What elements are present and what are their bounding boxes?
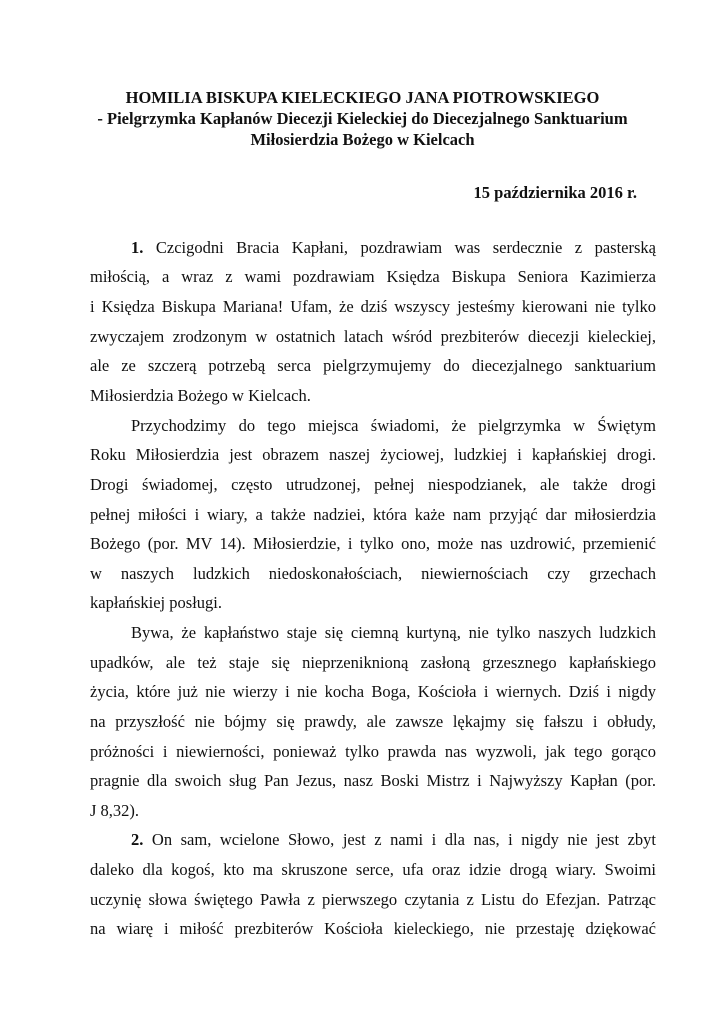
paragraph-line: życia, które już nie wierzy i nie kocha Boga, Kościoła i wiernych. Dziś i nigdy bbox=[90, 682, 656, 701]
homily-title: HOMILIA BISKUPA KIELECKIEGO JANA PIOTROWSKIEGO bbox=[125, 88, 600, 107]
paragraph-line: uczynię słowa świętego Pawła z pierwszego czytania z Listu do Efezjan. Patrząc bbox=[90, 890, 656, 909]
paragraph-line: kapłańskiej posługi. bbox=[90, 593, 222, 612]
paragraph-line: Bożego (por. MV 14). Miłosierdzie, i tylko ono, może nas uzdrowić, przemienić bbox=[90, 534, 656, 553]
paragraph-line: na wiarę i miłość prezbiterów Kościoła kieleckiego, nie przestaję dziękować bbox=[90, 919, 656, 938]
homily-date: 15 października 2016 r. bbox=[473, 183, 637, 202]
section-number: 2. bbox=[131, 830, 144, 849]
paragraph-line: Roku Miłosierdzia jest obrazem naszej życiowej, ludzkiej i kapłańskiej drogi. bbox=[90, 445, 656, 464]
paragraph-line: w naszych ludzkich niedoskonałościach, niewiernościach czy grzechach bbox=[90, 564, 656, 583]
section-number: 1. bbox=[131, 238, 144, 257]
paragraph-line: Bywa, że kapłaństwo staje się ciemną kurtyną, nie tylko naszych ludzkich bbox=[131, 623, 656, 642]
paragraph-line: Przychodzimy do tego miejsca świadomi, że pielgrzymka w Świętym bbox=[131, 416, 656, 435]
paragraph-line: Drogi świadomej, często utrudzonej, pełnej niespodzianek, ale także drogi bbox=[90, 475, 656, 494]
paragraph-line: upadków, ale też staje się nieprzeniknioną zasłoną grzesznego kapłańskiego bbox=[90, 653, 656, 672]
paragraph-line: i Księdza Biskupa Mariana! Ufam, że dziś wszyscy jesteśmy kierowani nie tylko bbox=[90, 297, 656, 316]
paragraph-line: pełnej miłości i wiary, a także nadziei, która każe nam przyjąć dar miłosierdzia bbox=[90, 505, 656, 524]
paragraph-line: Miłosierdzia Bożego w Kielcach. bbox=[90, 386, 311, 405]
paragraph-line: daleko dla kogoś, kto ma skruszone serce, ufa oraz idzie drogą wiary. Swoimi bbox=[90, 860, 656, 879]
paragraph-line: 2. On sam, wcielone Słowo, jest z nami i dla nas, i nigdy nie jest zbyt bbox=[131, 830, 656, 849]
paragraph-line: ale ze szczerą potrzebą serca pielgrzymujemy do diecezjalnego sanktuarium bbox=[90, 356, 656, 375]
paragraph-line: miłością, a wraz z wami pozdrawiam Księdza Biskupa Seniora Kazimierza bbox=[90, 267, 656, 286]
paragraph-line: próżności i niewierności, ponieważ tylko prawda nas wyzwoli, jak tego gorąco bbox=[90, 742, 656, 761]
paragraph-line: zwyczajem zrodzonym w ostatnich latach wśród prezbiterów diecezji kieleckiej, bbox=[90, 327, 656, 346]
paragraph-line: J 8,32). bbox=[90, 801, 140, 820]
paragraph-line: 1. Czcigodni Bracia Kapłani, pozdrawiam was serdecznie z pasterską bbox=[131, 238, 656, 257]
paragraph-line: na przyszłość nie bójmy się prawdy, ale zawsze lękajmy się fałszu i obłudy, bbox=[90, 712, 656, 731]
paragraph-line: pragnie dla swoich sług Pan Jezus, nasz Boski Mistrz i Najwyższy Kapłan (por. bbox=[90, 771, 656, 790]
homily-subtitle-cont: Miłosierdzia Bożego w Kielcach bbox=[250, 130, 475, 149]
homily-subtitle: - Pielgrzymka Kapłanów Diecezji Kieleckiej do Diecezjalnego Sanktuarium bbox=[97, 109, 628, 128]
